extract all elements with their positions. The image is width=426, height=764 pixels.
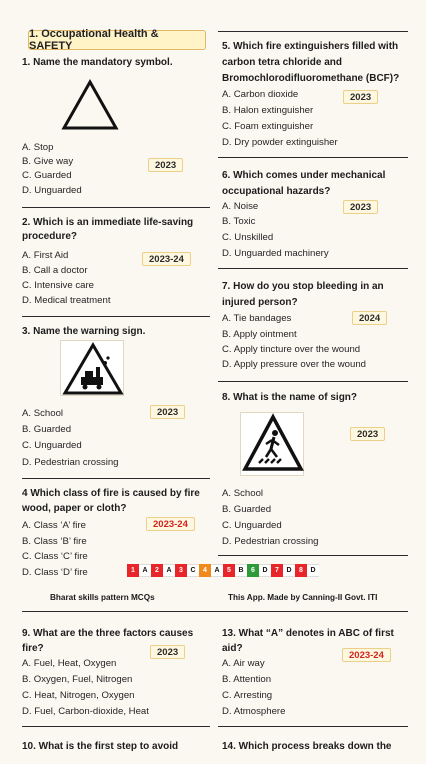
answer-key-number: 3	[175, 564, 187, 577]
question-10: 10. What is the first step to avoid	[22, 741, 179, 752]
answer-key-letter: A	[211, 564, 223, 577]
q1-option-d[interactable]: D. Unguarded	[22, 185, 82, 196]
q4-option-b[interactable]: B. Class ‘B’ fire	[22, 536, 87, 547]
q6-year-badge: 2023	[343, 200, 378, 214]
q1-option-c[interactable]: C. Guarded	[22, 170, 72, 181]
question-9-line2: fire?	[22, 643, 44, 654]
divider	[22, 207, 210, 208]
question-4-line2: wood, paper or cloth?	[22, 503, 127, 514]
q13-year-badge: 2023-24	[342, 648, 391, 662]
divider	[22, 316, 210, 317]
question-5-line1: 5. Which fire extinguishers filled with	[222, 41, 399, 52]
q2-year-badge: 2023-24	[142, 252, 191, 266]
question-6-line1: 6. Which comes under mechanical	[222, 170, 386, 181]
divider	[22, 726, 210, 727]
q1-option-a[interactable]: A. Stop	[22, 142, 54, 153]
question-7-line1: 7. How do you stop bleeding in an	[222, 281, 384, 292]
answer-key-number: 1	[127, 564, 139, 577]
question-1: 1. Name the mandatory symbol.	[22, 57, 173, 68]
divider	[218, 31, 408, 32]
q7-option-c[interactable]: C. Apply tincture over the wound	[222, 344, 361, 355]
question-2-line2: procedure?	[22, 231, 78, 242]
q13-option-a[interactable]: A. Air way	[222, 658, 265, 669]
divider	[22, 478, 210, 479]
divider	[218, 268, 408, 269]
answer-key-number: 4	[199, 564, 211, 577]
sign-image	[240, 412, 304, 476]
q7-year-badge: 2024	[352, 311, 387, 325]
q8-year-badge: 2023	[350, 427, 385, 441]
q3-option-b[interactable]: B. Guarded	[22, 424, 72, 435]
mandatory-triangle-icon	[60, 78, 120, 132]
footer-left-text: Bharat skills pattern MCQs	[50, 593, 155, 602]
q2-option-c[interactable]: C. Intensive care	[22, 280, 94, 291]
q1-option-b[interactable]: B. Give way	[22, 156, 74, 167]
footer-right-text: This App. Made by Canning-II Govt. ITI	[228, 593, 378, 602]
q2-option-a[interactable]: A. First Aid	[22, 250, 69, 261]
question-14: 14. Which process breaks down the	[222, 741, 392, 752]
answer-key-letter: D	[283, 564, 295, 577]
answer-key-letter: C	[187, 564, 199, 577]
q4-option-d[interactable]: D. Class ‘D’ fire	[22, 567, 88, 578]
q8-option-a[interactable]: A. School	[222, 488, 264, 499]
q5-option-b[interactable]: B. Halon extinguisher	[222, 105, 314, 116]
q8-option-b[interactable]: B. Guarded	[222, 504, 272, 515]
q13-option-b[interactable]: B. Attention	[222, 674, 272, 685]
q7-option-b[interactable]: B. Apply ointment	[222, 329, 297, 340]
q9-option-c[interactable]: C. Heat, Nitrogen, Oxygen	[22, 690, 135, 701]
q3-option-a[interactable]: A. School	[22, 408, 64, 419]
q8-option-d[interactable]: D. Pedestrian crossing	[222, 536, 319, 547]
question-13-line1: 13. What “A” denotes in ABC of first	[222, 628, 394, 639]
q2-option-b[interactable]: B. Call a doctor	[22, 265, 88, 276]
q3-year-badge: 2023	[150, 405, 185, 419]
q7-option-d[interactable]: D. Apply pressure over the wound	[222, 359, 366, 370]
divider	[218, 555, 408, 556]
q5-option-c[interactable]: C. Foam extinguisher	[222, 121, 314, 132]
railway-crossing-warning-icon	[61, 341, 125, 397]
answer-key-number: 2	[151, 564, 163, 577]
divider	[218, 726, 408, 727]
answer-key-number: 5	[223, 564, 235, 577]
answer-key-letter: A	[139, 564, 151, 577]
q4-year-badge: 2023-24	[146, 517, 195, 531]
answer-key-letter: D	[259, 564, 271, 577]
pedestrian-crossing-sign-icon	[241, 413, 305, 477]
question-2-line1: 2. Which is an immediate life-saving	[22, 217, 194, 228]
question-4-line1: 4 Which class of fire is caused by fire	[22, 488, 200, 499]
q5-year-badge: 2023	[343, 90, 378, 104]
q7-option-a[interactable]: A. Tie bandages	[222, 313, 292, 324]
q3-option-c[interactable]: C. Unguarded	[22, 440, 82, 451]
answer-key-strip	[127, 564, 319, 577]
answer-key-letter: A	[163, 564, 175, 577]
question-5-line2: carbon tetra chloride and	[222, 57, 343, 68]
answer-key-number: 8	[295, 564, 307, 577]
q9-option-a[interactable]: A. Fuel, Heat, Oxygen	[22, 658, 117, 669]
answer-key-letter: D	[307, 564, 319, 577]
q6-option-a[interactable]: A. Noise	[222, 201, 259, 212]
q4-option-c[interactable]: C. Class ‘C’ fire	[22, 551, 88, 562]
question-7-line2: injured person?	[222, 297, 298, 308]
q8-option-c[interactable]: C. Unguarded	[222, 520, 282, 531]
section-title: 1. Occupational Health & SAFETY	[29, 28, 159, 52]
q6-option-d[interactable]: D. Unguarded machinery	[222, 248, 329, 259]
section-header	[28, 30, 206, 50]
divider	[22, 611, 408, 612]
answer-key-number: 7	[271, 564, 283, 577]
question-3: 3. Name the warning sign.	[22, 326, 146, 337]
divider	[218, 157, 408, 158]
q1-year-badge: 2023	[148, 158, 183, 172]
q5-option-a[interactable]: A. Carbon dioxide	[222, 89, 299, 100]
divider	[218, 381, 408, 382]
q5-option-d[interactable]: D. Dry powder extinguisher	[222, 137, 338, 148]
q4-option-a[interactable]: A. Class ‘A’ fire	[22, 520, 86, 531]
q13-option-c[interactable]: C. Arresting	[222, 690, 273, 701]
q2-option-d[interactable]: D. Medical treatment	[22, 295, 111, 306]
q9-option-d[interactable]: D. Fuel, Carbon-dioxide, Heat	[22, 706, 149, 717]
answer-key-number: 6	[247, 564, 259, 577]
question-6-line2: occupational hazards?	[222, 186, 331, 197]
q3-option-d[interactable]: D. Pedestrian crossing	[22, 457, 119, 468]
question-8: 8. What is the name of sign?	[222, 392, 358, 403]
q9-year-badge: 2023	[150, 645, 185, 659]
question-5-line3: Bromochlorodifluoromethane (BCF)?	[222, 73, 400, 84]
answer-key-letter: B	[235, 564, 247, 577]
q9-option-b[interactable]: B. Oxygen, Fuel, Nitrogen	[22, 674, 133, 685]
question-9-line1: 9. What are the three factors causes	[22, 628, 194, 639]
question-13-line2: aid?	[222, 643, 243, 654]
q13-option-d[interactable]: D. Atmosphere	[222, 706, 286, 717]
warning-sign-image	[60, 340, 124, 396]
q6-option-c[interactable]: C. Unskilled	[222, 232, 274, 243]
q6-option-b[interactable]: B. Toxic	[222, 216, 256, 227]
